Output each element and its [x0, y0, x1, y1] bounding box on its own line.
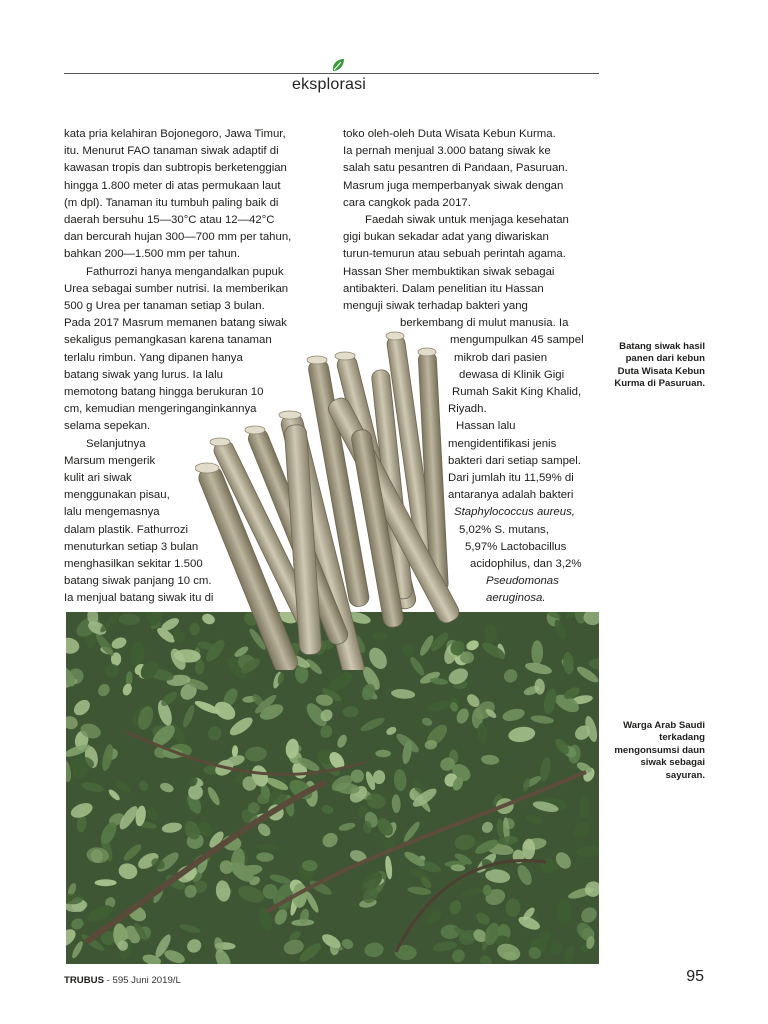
text-line: Riyadh.	[448, 403, 487, 416]
text-line: 5,97% Lactobacillus	[465, 540, 567, 553]
text-line: terlalu rimbun. Yang dipanen hanya	[64, 351, 243, 364]
header-rule	[64, 73, 599, 74]
text-line: antibakteri. Dalam penelitian itu Hassan	[343, 282, 544, 295]
text-line: menghasilkan sekitar 1.500	[64, 558, 203, 571]
text-line: gigi bukan sekadar adat yang diwariskan	[343, 231, 549, 244]
siwak-sticks-photo	[195, 330, 490, 670]
text-line: Fathurrozi hanya mengandalkan pupuk	[86, 265, 284, 278]
text-line: antaranya adalah bakteri	[448, 489, 574, 502]
text-line: itu. Menurut FAO tanaman siwak adaptif di	[64, 145, 279, 158]
text-line: menuturkan setiap 3 bulan	[64, 540, 199, 553]
text-line: Pseudomonas	[486, 575, 559, 588]
text-line: berkembang di mulut manusia. Ia	[400, 317, 569, 330]
footer-issue	[64, 975, 181, 986]
text-line: Dari jumlah itu 11,59% di	[448, 472, 574, 485]
text-line: dalam plastik. Fathurrozi	[64, 523, 189, 536]
text-line: Staphylococcus aureus,	[454, 506, 575, 519]
text-line: acidophilus, dan 3,2%	[470, 558, 582, 571]
text-line: sekaligus pemangkasan karena tanaman	[64, 334, 272, 347]
text-line: kata pria kelahiran Bojonegoro, Jawa Timur,	[64, 128, 286, 140]
leaf-icon	[330, 57, 346, 73]
text-line: Ia menjual batang siwak itu di	[64, 592, 214, 605]
text-line: hingga 1.800 meter di atas permukaan laut	[64, 179, 281, 192]
text-line: bahkan 200—1.500 mm per tahun.	[64, 248, 241, 261]
text-line: Ia pernah menjual 3.000 batang siwak ke	[343, 145, 551, 158]
text-line: Hassan Sher membuktikan siwak sebagai	[343, 265, 555, 278]
text-line: Selanjutnya	[86, 437, 146, 450]
text-line: kulit ari siwak	[64, 472, 132, 485]
text-line: bakteri dari setiap sampel.	[448, 454, 581, 467]
text-line: Pada 2017 Masrum memanen batang siwak	[64, 317, 287, 330]
text-line: mengidentifikasi jenis	[448, 437, 557, 450]
text-line: Masrum juga memperbanyak siwak dengan	[343, 179, 564, 192]
text-line: turun-temurun atau sebuah perintah agama.	[343, 248, 566, 261]
text-line: Hassan lalu	[456, 420, 516, 433]
text-line: dan bercurah hujan 300—700 mm per tahun,	[64, 231, 292, 244]
text-line: Faedah siwak untuk menjaga kesehatan	[365, 214, 569, 227]
text-line: daerah bersuhu 15—30°C atau 12—42°C	[64, 214, 275, 227]
section-title: eksplorasi	[292, 76, 367, 93]
text-line: aeruginosa.	[486, 592, 546, 605]
text-line: mikrob dari pasien	[454, 351, 548, 364]
text-line: 5,02% S. mutans,	[459, 523, 549, 536]
text-line: lalu mengemasnya	[64, 506, 160, 519]
photo-caption-foliage: Warga Arab Saudi terkadang mengonsumsi daun siwak sebagai sayuran.	[614, 720, 705, 781]
text-line: mengumpulkan 45 sampel	[450, 334, 584, 347]
text-line: Marsum mengerik	[64, 454, 156, 467]
text-line: batang siwak yang lurus. Ia lalu	[64, 368, 223, 381]
page-number: 95	[686, 968, 704, 985]
text-line: batang siwak panjang 10 cm.	[64, 575, 212, 588]
footer-issue-text: - 595 Juni 2019/L	[103, 975, 181, 986]
text-line: 500 g Urea per tanaman setiap 3 bulan.	[64, 300, 265, 313]
text-line: kawasan tropis dan subtropis berketenggian	[64, 162, 287, 175]
text-line: salah satu pesantren di Pandaan, Pasuruan.	[343, 162, 568, 175]
footer-brand: TRUBUS	[64, 975, 104, 986]
text-line: cara cangkok pada 2017.	[343, 196, 471, 209]
text-line: Urea sebagai sumber nutrisi. Ia memberikan	[64, 282, 289, 295]
text-line: menggunakan pisau,	[64, 489, 170, 502]
text-line: (m dpl). Tanaman itu tumbuh paling baik di	[64, 196, 279, 209]
text-line: selama sepekan.	[64, 420, 151, 433]
text-line: toko oleh-oleh Duta Wisata Kebun Kurma.	[343, 128, 556, 140]
text-line: Rumah Sakit King Khalid,	[452, 386, 582, 399]
text-line: memotong batang hingga berukuran 10	[64, 386, 264, 399]
text-line: dewasa di Klinik Gigi	[459, 368, 565, 381]
text-line: cm, kemudian mengeringanginkannya	[64, 403, 257, 416]
text-line: menguji siwak terhadap bakteri yang	[343, 300, 528, 313]
photo-caption-sticks: Batang siwak hasil panen dari kebun Duta Wisata Kebun Kurma di Pasuruan.	[614, 341, 705, 390]
